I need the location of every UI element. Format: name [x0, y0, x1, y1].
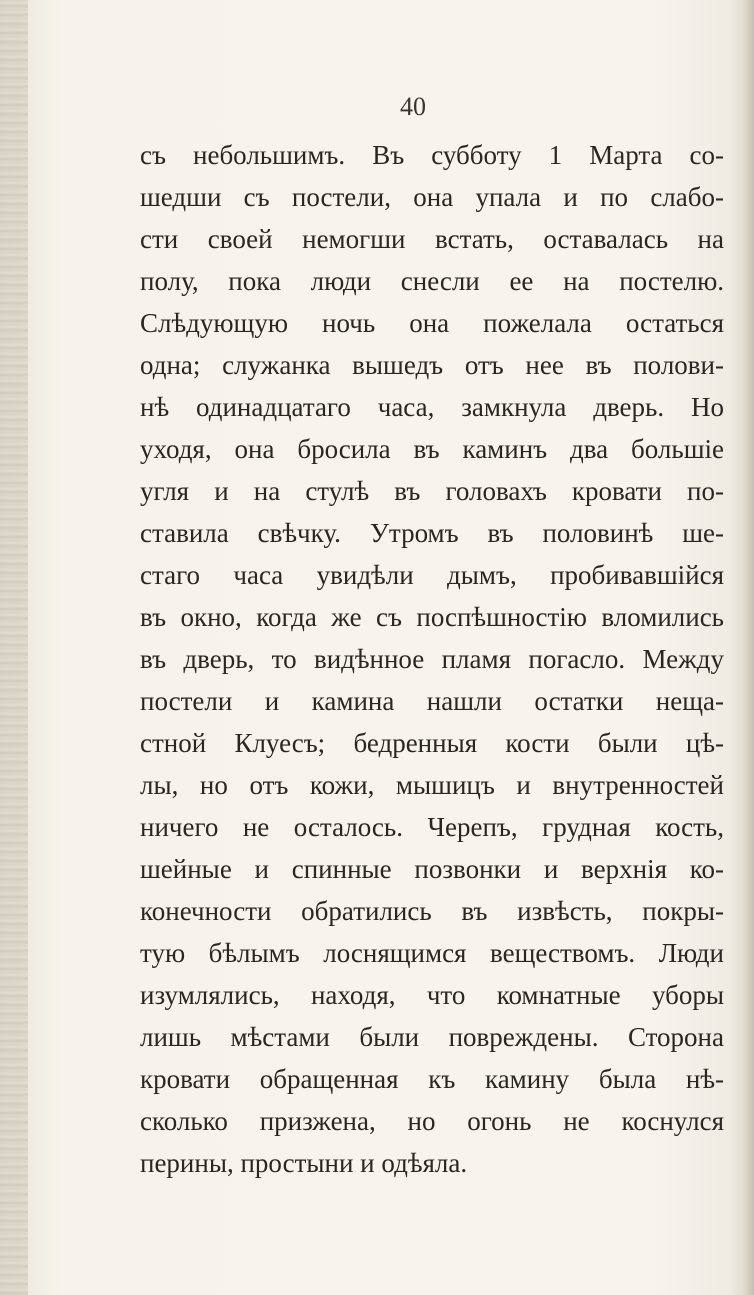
text-line: шедши съ постели, она упала и по слабо-	[140, 182, 724, 212]
text-line: конечности обратились въ извѣсть, покры-	[140, 896, 724, 926]
text-line: постели и камина нашли остатки неща-	[140, 686, 724, 716]
text-line: лишь мѣстами были повреждены. Сторона	[140, 1022, 724, 1052]
text-line: сти своей немогши встать, оставалась на	[140, 224, 724, 254]
text-line: сколько призжена, но огонь не коснулся	[140, 1106, 724, 1136]
text-line: уходя, она бросила въ каминъ два большіе	[140, 434, 724, 464]
page-right-edge	[742, 0, 754, 1295]
text-line: полу, пока люди снесли ее на постелю.	[140, 266, 724, 296]
text-line: перины, простыни и одѣяла.	[140, 1148, 468, 1178]
text-line: лы, но отъ кожи, мышицъ и внутренностей	[140, 770, 724, 800]
page-text	[140, 134, 724, 1184]
page-number: 40	[400, 92, 426, 121]
text-line: угля и на стулѣ въ головахъ кровати по-	[140, 476, 724, 506]
text-line: въ дверь, то видѣнное пламя погасло. Между	[140, 644, 724, 674]
text-line: ничего не осталось. Черепъ, грудная кость,	[140, 812, 724, 842]
text-line: нѣ одинадцатаго часа, замкнула дверь. Но	[140, 392, 724, 422]
text-line: Слѣдующую ночь она пожелала остаться	[140, 308, 724, 338]
text-line: шейные и спинные позвонки и верхнія ко-	[140, 854, 724, 884]
page-binding-edge	[0, 0, 28, 1295]
text-line: одна; служанка вышедъ отъ нее въ полови-	[140, 350, 724, 380]
text-line: стной Клуесъ; бедренныя кости были цѣ-	[140, 728, 724, 758]
text-line: стаго часа увидѣли дымъ, пробивавшійся	[140, 560, 724, 590]
text-line: съ небольшимъ. Въ субботу 1 Марта со-	[140, 140, 724, 170]
text-line: въ окно, когда же съ поспѣшностію вломились	[140, 602, 724, 632]
text-line: ставила свѣчку. Утромъ въ половинѣ ше-	[140, 518, 724, 548]
text-line: кровати обращенная къ камину была нѣ-	[140, 1064, 724, 1094]
text-line: тую бѣлымъ лоснящимся веществомъ. Люди	[140, 938, 724, 968]
text-line: изумлялись, находя, что комнатные уборы	[140, 980, 724, 1010]
